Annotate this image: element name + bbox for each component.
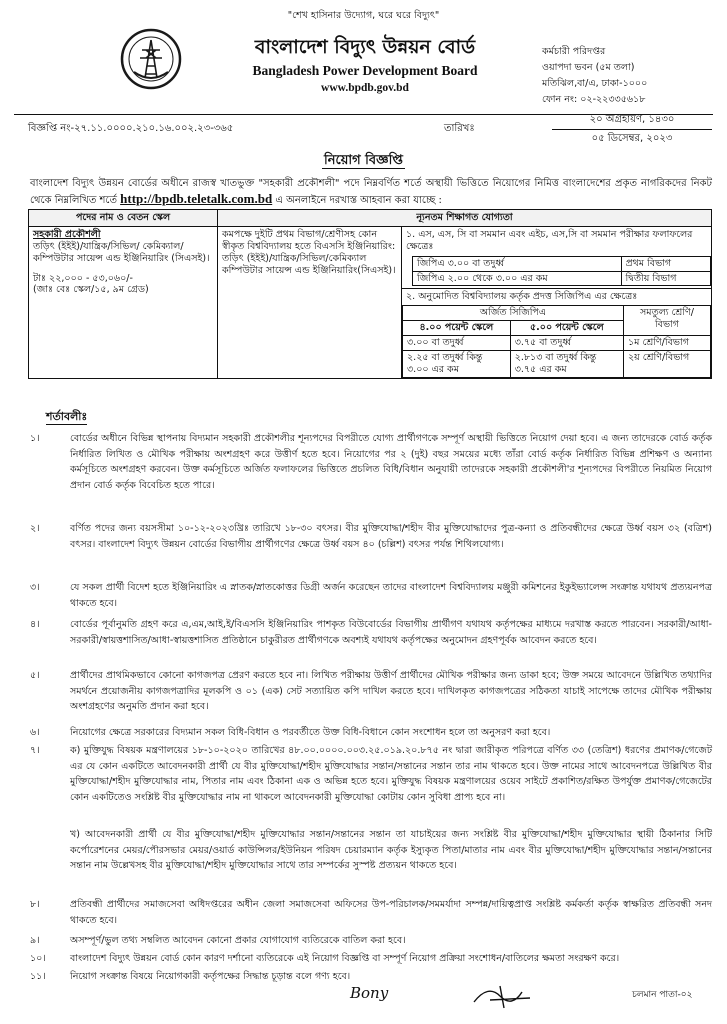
- condition-number: ১০।: [30, 953, 46, 964]
- continued-page-note: চলমান পাতা-০২: [632, 990, 693, 1000]
- date-bangla: ২০ অগ্রহায়ণ, ১৪৩০: [552, 114, 712, 130]
- post-cell: [29, 226, 218, 378]
- condition-text: যে সকল প্রার্থী বিদেশ হতে ইঞ্জিনিয়ারিং এ স্নাতক/স্নাতকোত্তর ডিগ্রী অর্জন করেছেন তাদের বাংলাদেশ বিশ্ববিদ্যালয় মঞ্জুরী কমিশনের ইকুইভ্যালেন্স সংক্রান্ত যথাযথ প্রত্যয়নপত্র থাকতে হবে।: [70, 582, 712, 609]
- condition-item: [30, 725, 712, 741]
- condition-text: নিয়োগের ক্ষেত্রে সরকারের বিদ্যমান সকল বিধি-বিধান ও পরবর্তীতে উক্ত বিধি-বিধানে কোন সংশোধন হলে তা অনুসরণ করা হবে।: [70, 727, 551, 738]
- gpa-cell: জিপিএ ২.০০ থেকে ৩.০০ এর কম: [413, 271, 622, 286]
- table-row: [403, 336, 711, 351]
- org-name-english: Bangladesh Power Development Board: [252, 63, 478, 78]
- condition-item: [30, 668, 712, 715]
- condition-number: ১।: [30, 433, 40, 444]
- address-line: ফোন নং: ০২-২২৩৩৫৬১৮: [542, 94, 646, 105]
- university-text: ২. অনুমোদিত বিশ্ববিদ্যালয় কর্তৃক প্রদত্ত সিজিপিএ এর ক্ষেত্রেঃ: [402, 288, 711, 305]
- post-column-header: পদের নাম ও বেতন স্কেল: [29, 210, 218, 227]
- condition-text: প্রতিবন্ধী প্রার্থীদের সমাজসেবা অধিদপ্তরের অধীন জেলা সমাজসেবা অফিসের উপ-পরিচালক/সমমর্যাদা সম্পন্ন/দায়িত্বপ্রাপ্ত সংশ্লিষ্ট কর্মকর্তা কর্তৃক স্বাক্ষরিত প্রতিবন্ধী সনদ থাকতে হবে।: [70, 899, 712, 926]
- condition-text: নিয়োগ সংক্রান্ত বিষয়ে নিয়োগকারী কর্তৃপক্ষের সিদ্ধান্ত চূড়ান্ত বলে গণ্য হবে।: [70, 971, 351, 982]
- condition-number: ৬।: [30, 727, 40, 738]
- intro-text: বাংলাদেশ বিদ্যুৎ উন্নয়ন বোর্ডের অধীনে রাজস্ব খাতভুক্ত "সহকারী প্রকৌশলী" পদে নিম্নবর্ণিত শর্তে অস্থায়ী ভিত্তিতে নিয়োগের নিমিত্ত বাংলাদেশের প্রকৃত নাগরিকদের নিকট থেকে নিম্নলিখিত শর্তে: [30, 178, 712, 206]
- condition-text: বাংলাদেশ বিদ্যুৎ উন্নয়ন বোর্ড কোন কারণ দর্শানো ব্যতিরেকে এই নিয়োগ বিজ্ঞপ্তি বা সম্পূর্ণ নিয়োগ প্রক্রিয়া সংশোধন/বাতিলের ক্ষমতা সংরক্ষণ করে।: [70, 953, 620, 964]
- notice-title-wrap: [0, 153, 727, 169]
- condition-item: [30, 827, 712, 874]
- scale-4-cell: ২.২৫ বা তদুর্ধ্ব কিন্তু ৩.০০ এর কম: [403, 350, 511, 377]
- bpdb-logo-icon: [120, 28, 182, 90]
- condition-number: ৮।: [30, 899, 40, 910]
- condition-number: ৯।: [30, 935, 40, 946]
- table-row: [413, 271, 711, 286]
- signature-one: Bony: [350, 984, 389, 1002]
- intro-paragraph: [30, 176, 712, 208]
- class-cell: ২য় শ্রেণি/বিভাগ: [624, 350, 711, 377]
- ssc-gpa-table: [412, 256, 711, 287]
- table-row: [413, 256, 711, 271]
- condition-item: [30, 933, 712, 949]
- condition-text: খ) আবেদনকারী প্রার্থী যে বীর মুক্তিযোদ্ধা/শহীদ মুক্তিযোদ্ধার সন্তান/সন্তানের সন্তান তা যাচাইয়ের জন্য সংশ্লিষ্ট বীর মুক্তিযোদ্ধা/শহীদ মুক্তিযোদ্ধার স্থায়ী ঠিকানার সিটি কর্পোরেশনের মেয়র/পৌরসভার মেয়র/ওয়ার্ড কাউন্সিলর/ইউনিয়ন পরিষদ চেয়ারম্যান কর্তৃক ইস্যুকৃত পিতা/মাতার নাম এবং বীর মুক্তিযোদ্ধা/শহীদ মুক্তিযোদ্ধার সন্তান/সন্তানের সন্তান নাম উল্লেখসহ বীর মুক্তিযোদ্ধা/শহীদ মুক্তিযোদ্ধার সাথে তার সম্পর্কের সুস্পষ্ট প্রত্যয়ন থাকতে হবে।: [70, 829, 712, 871]
- scale-5-cell: ৩.৭৫ বা তদুর্ধ্ব: [510, 336, 623, 351]
- apply-link[interactable]: http://bpdb.teletalk.com.bd: [120, 191, 273, 206]
- date-label: তারিখঃ: [444, 123, 475, 134]
- condition-text: বর্ণিত পদের জন্য বয়সসীমা ১০-১২-২০২৩খ্রিঃ তারিখে ১৮-৩০ বৎসর। বীর মুক্তিযোদ্ধা/শহীদ বীর মুক্তিযোদ্ধাদের পুত্র-কন্যা ও প্রতিবন্ধীদের ক্ষেত্রে উর্ধ্ব বয়স ৩২ (বত্রিশ) বৎসর। বাংলাদেশ বিদ্যুৎ উন্নয়ন বোর্ডের বিভাগীয় প্রার্থীগণের ক্ষেত্রে উর্ধ্ব বয়স ৪০ (চল্লিশ) বৎসর পর্যন্ত শিথিলযোগ্য।: [70, 523, 712, 550]
- address-line: ওয়াপদা ভবন (৫ম তলা): [542, 62, 635, 73]
- condition-item: [30, 617, 712, 648]
- table-row: [403, 306, 711, 321]
- address-line: মতিঝিল,বা/এ, ঢাকা-১০০০: [542, 78, 648, 89]
- pay-grade: (জাঃ বেঃ স্কেল/১৫, ৯ম গ্রেড): [33, 284, 149, 296]
- date-block: [552, 114, 712, 145]
- condition-item: [30, 521, 712, 552]
- condition-text: বোর্ডের পূর্বানুমতি গ্রহণ করে এ,এম,আই,ই/বিএসসি ইঞ্জিনিয়ারিং পাশকৃত বিউবোর্ডের বিভাগীয় প্রার্থীগণ যথাযথ কর্তৃপক্ষের মাধ্যমে দরখাস্ত করতে পারবেন। সরকারী/আধা-সরকারী/স্বায়ত্তশাসিত/আধা-স্বায়ত্তশাসিত প্রতিষ্ঠানে চাকুরীরত প্রার্থীগণকে অবশ্যই যথাযথ কর্তৃপক্ষের অনুমোদন গ্রহণপূর্বক আবেদন করতে হবে।: [70, 619, 712, 646]
- memo-number: বিজ্ঞপ্তি নং-২৭.১১.০০০০.২১০.১৬.০০২.২৩-৩৬৫: [28, 123, 234, 134]
- pay-scale: টাঃ ২২,০০০ - ৫৩,০৬০/-: [33, 272, 133, 284]
- address-line: কর্মচারী পরিদপ্তর: [542, 46, 606, 57]
- condition-number: ১১।: [30, 971, 46, 982]
- grade-equivalence-cell: [402, 226, 712, 378]
- post-subjects: তড়িৎ (ইইই)/যান্ত্রিক/সিভিল/ কেমিক্যাল/কম্পিউটার সায়েন্স এন্ড ইঞ্জিনিয়ারিং (সিএসই)।: [33, 240, 210, 264]
- notice-title: নিয়োগ বিজ্ঞপ্তি: [324, 153, 403, 168]
- post-name: সহকারী প্রকৌশলী: [33, 228, 101, 240]
- condition-number: ২।: [30, 523, 40, 534]
- condition-item: [30, 951, 712, 967]
- conditions-title: শর্তাবলীঃ: [46, 410, 88, 423]
- class-cell: ১ম শ্রেণি/বিভাগ: [624, 336, 711, 351]
- condition-text: অসম্পূর্ণ/ভুল তথ্য সম্বলিত আবেদন কোনো প্রকার যোগাযোগ ব্যতিরেকে বাতিল করা হবে।: [70, 935, 406, 946]
- gpa-cell: জিপিএ ৩.০০ বা তদুর্ধ্ব: [413, 256, 622, 271]
- condition-item: [30, 580, 712, 611]
- date-english: ০৫ ডিসেম্বর, ২০২৩: [591, 132, 673, 144]
- requirements-table: [28, 209, 712, 379]
- condition-number: ৩।: [30, 582, 40, 593]
- slogan: "শেখ হাসিনার উদ্যোগ, ঘরে ঘরে বিদ্যুৎ": [287, 10, 440, 21]
- org-name-bangla: বাংলাদেশ বিদ্যুৎ উন্নয়ন বোর্ড: [254, 36, 476, 58]
- condition-text: প্রার্থীদের প্রাথমিকভাবে কোনো কাগজপত্র প্রেরণ করতে হবে না। লিখিত পরীক্ষায় উত্তীর্ণ প্রার্থীদের মৌখিক পরীক্ষার জন্য ডাকা হবে; উক্ত সময়ে আবেদনে উল্লিখিত তথ্যাদির সমর্থনে প্রয়োজনীয় কাগজপত্রাদির মূলকপি ও ০১ (এক) সেট সত্যায়িত কপি দাখিল করতে হবে। দাখিলকৃত কাগজপত্রের সঠিকতা যাচাই সাপেক্ষে তাদের মৌখিক পরীক্ষায় অংশগ্রহণের অনুমতি প্রদান করা হবে।: [70, 670, 712, 712]
- equivalence-header: সমতুল্য শ্রেণি/ বিভাগ: [624, 306, 711, 336]
- cgpa-table: [402, 305, 711, 377]
- scale-4-cell: ৩.০০ বা তদুর্ধ্ব: [403, 336, 511, 351]
- division-cell: প্রথম বিভাগ: [621, 256, 710, 271]
- qualification-column-header: ন্যূনতম শিক্ষাগত যোগ্যতা: [218, 210, 712, 227]
- signature-two-icon: [470, 980, 540, 1010]
- scale-4-header: ৪.০০ পয়েন্ট স্কেলে: [403, 321, 511, 336]
- condition-item: [30, 743, 712, 805]
- intro-text-end: এ অনলাইনে দরখাস্ত আহবান করা যাচ্ছে :: [275, 195, 442, 206]
- scale-5-header: ৫.০০ পয়েন্ট স্কেলে: [510, 321, 623, 336]
- table-row: [403, 350, 711, 377]
- degree-requirement: কমপক্ষে দুইটি প্রথম বিভাগ/শ্রেণীসহ কোন স্বীকৃত বিশ্ববিদ্যালয় হতে বিএসসি ইঞ্জিনিয়ারিং: তড়িৎ (ইইই)/যান্ত্রিক/সিভিল/কেমিক্যাল কম্পিউটার সায়েন্স এন্ড ইঞ্জিনিয়ারিং(সিএসই)।: [218, 226, 402, 378]
- condition-number: ৫।: [30, 670, 40, 681]
- cgpa-header: অর্জিত সিজিপিএ: [403, 306, 624, 321]
- office-address: [542, 44, 717, 108]
- scale-5-cell: ২.৮১৩ বা তদুর্ধ্ব কিন্তু ৩.৭৫ এর কম: [510, 350, 623, 377]
- org-website[interactable]: www.bpdb.gov.bd: [321, 82, 409, 94]
- condition-number: ৭।: [30, 745, 40, 756]
- ssc-hsc-text: ১. এস, এস, সি বা সমমান এবং এইচ, এস,সি বা সমমান পরীক্ষার ফলাফলের ক্ষেত্রেঃ: [406, 228, 693, 252]
- condition-item: [30, 969, 712, 985]
- condition-item: [30, 897, 712, 928]
- condition-text: ক) মুক্তিযুদ্ধ বিষয়ক মন্ত্রণালয়ের ১৮-১০-২০২০ তারিখের ৪৮.০০.০০০০.০০৩.২৫.০১৯.২০.৮৭৫ নং দ্বারা জারীকৃত পরিপত্রে বর্ণিত ৩৩ (তেত্রিশ) ধরণের প্রমাণক/গেজেট এর যে কোন একটিতে আবেদনকারী প্রার্থী যে বীর মুক্তিযোদ্ধা/শহীদ মুক্তিযোদ্ধার সন্তান/সন্তানের সন্তান তার নাম থাকতে হবে। উক্ত নামের সাথে আবেদনপত্রে উল্লিখিত বীর মুক্তিযোদ্ধা/শহীদ মুক্তিযোদ্ধার নাম, পিতার নাম এবং ঠিকানা এক ও অভিন্ন হতে হবে। মুক্তিযুদ্ধ বিষয়ক মন্ত্রণালয়ের ওয়েব সাইটে প্রকাশিত/রক্ষিত উপর্যুক্ত প্রমাণক/গেজেটের কোন একটিতেও সংশ্লিষ্ট বীর মুক্তিযোদ্ধার নাম না থাকলে আবেদনকারী মুক্তিযোদ্ধা কোটায় কোন সুবিধা প্রাপ্য হবে না।: [70, 745, 712, 803]
- division-cell: দ্বিতীয় বিভাগ: [621, 271, 710, 286]
- condition-item: [30, 431, 712, 493]
- condition-text: বোর্ডের অধীনে বিভিন্ন স্থাপনায় বিদ্যমান সহকারী প্রকৌশলীর শূন্যপদের বিপরীতে যোগ্য প্রার্থীগণকে সম্পূর্ণ অস্থায়ী ভিত্তিতে নিয়োগ দেয়া হবে। এ জন্য তাদেরকে বোর্ড কর্তৃক নির্ধারিত লিখিত ও মৌখিক পরীক্ষায় অংশগ্রহণ করে উত্তীর্ণ হতে হবে। নিয়োগের পর ২ (দুই) বছর সময়ের মধ্যে তাঁরা বোর্ড কর্তৃক নির্ধারিত বিভিন্ন প্রশিক্ষণ ও অন্যান্য কর্মসূচিতে অংশগ্রহণ করবেন। উক্ত কর্মসূচিতে অর্জিত ফলাফলের ভিত্তিতে প্রচলিত বিধি/বিধান অনুযায়ী তাদেরকে সহকারী প্রকৌশলী'র শূন্যপদের বিপরীতে নিয়মিত নিয়োগ প্রদান বোর্ড কর্তৃক বিবেচিত হতে পারে।: [70, 433, 712, 491]
- condition-number: ৪।: [30, 619, 40, 630]
